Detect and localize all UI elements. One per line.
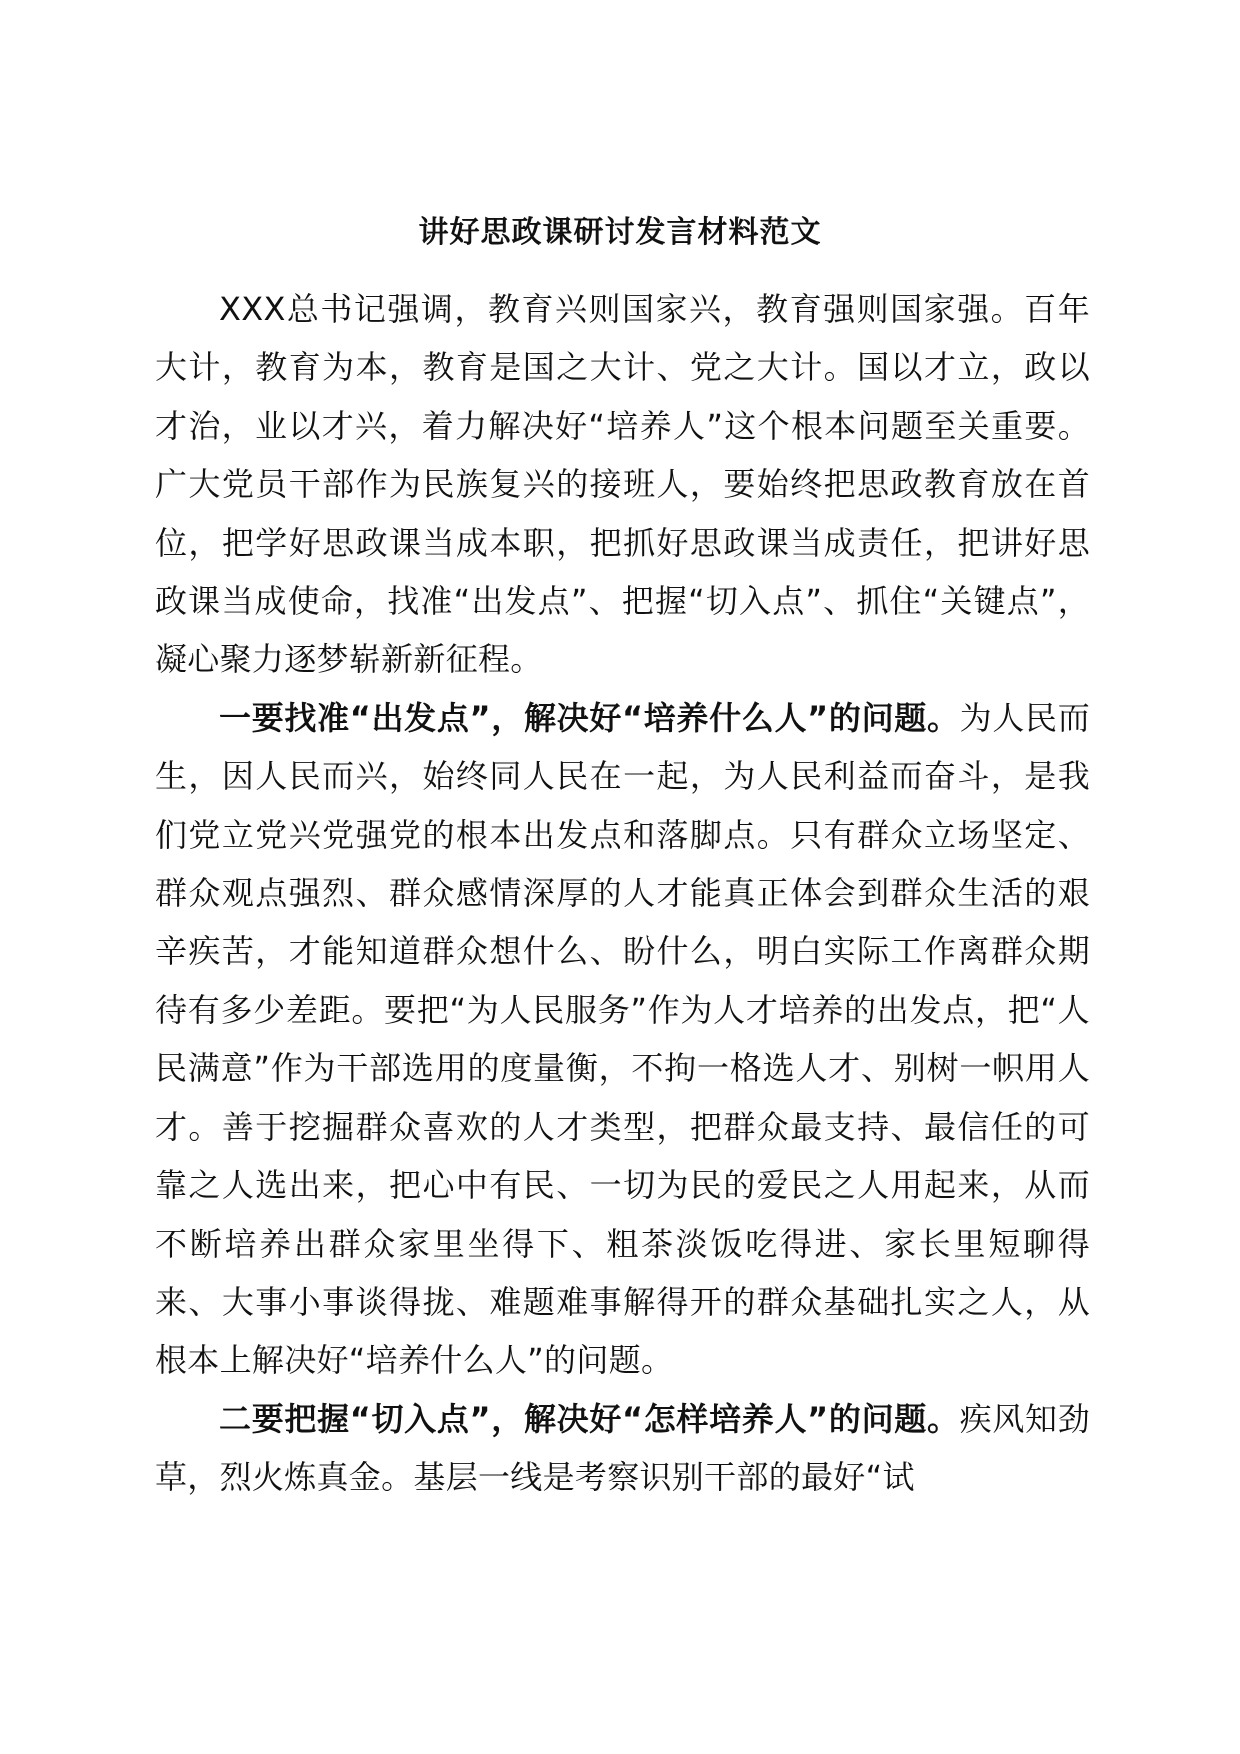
paragraph-text: XXX总书记强调，教育兴则国家兴，教育强则国家强。百年大计，教育为本，教育是国之大计、党之大计。国以才立，政以才治，业以才兴，着力解决好“培养人”这个根本问题至关重要。广大党员干部作为民族复兴的接班人，要始终把思政教育放在首位，把学好思政课当成本职，把抓好思政课当成责任，把讲好思政课当成使命，找准“出发点”、把握“切入点”、抓住“关键点”，凝心聚力逐梦崭新新征程。	[155, 290, 1090, 679]
document-title: 讲好思政课研讨发言材料范文	[418, 215, 822, 250]
paragraph-text: 疾风知劲草，烈火炼真金。基层一线是考察识别干部的最好“试	[155, 1399, 1091, 1497]
paragraph-intro	[155, 280, 1090, 689]
paragraph-lead: 二要把握“切入点”，解决好“怎样培养人”的问题。	[219, 1399, 960, 1438]
document-body	[155, 280, 1090, 1507]
paragraph-point-one	[155, 689, 1090, 1390]
paragraph-point-two	[155, 1390, 1090, 1507]
paragraph-lead: 一要找准“出发点”，解决好“培养什么人”的问题。	[219, 698, 960, 737]
paragraph-text: 为人民而生，因人民而兴，始终同人民在一起，为人民利益而奋斗，是我们党立党兴党强党的根本出发点和落脚点。只有群众立场坚定、群众观点强烈、群众感情深厚的人才能真正体会到群众生活的艰辛疾苦，才能知道群众想什么、盼什么，明白实际工作离群众期待有多少差距。要把“为人民服务”作为人才培养的出发点，把“人民满意”作为干部选用的度量衡，不拘一格选人才、别树一帜用人才。善于挖掘群众喜欢的人才类型，把群众最支持、最信任的可靠之人选出来，把心中有民、一切为民的爱民之人用起来，从而不断培养出群众家里坐得下、粗茶淡饭吃得进、家长里短聊得来、大事小事谈得拢、难题难事解得开的群众基础扎实之人，从根本上解决好“培养什么人”的问题。	[155, 698, 1091, 1380]
